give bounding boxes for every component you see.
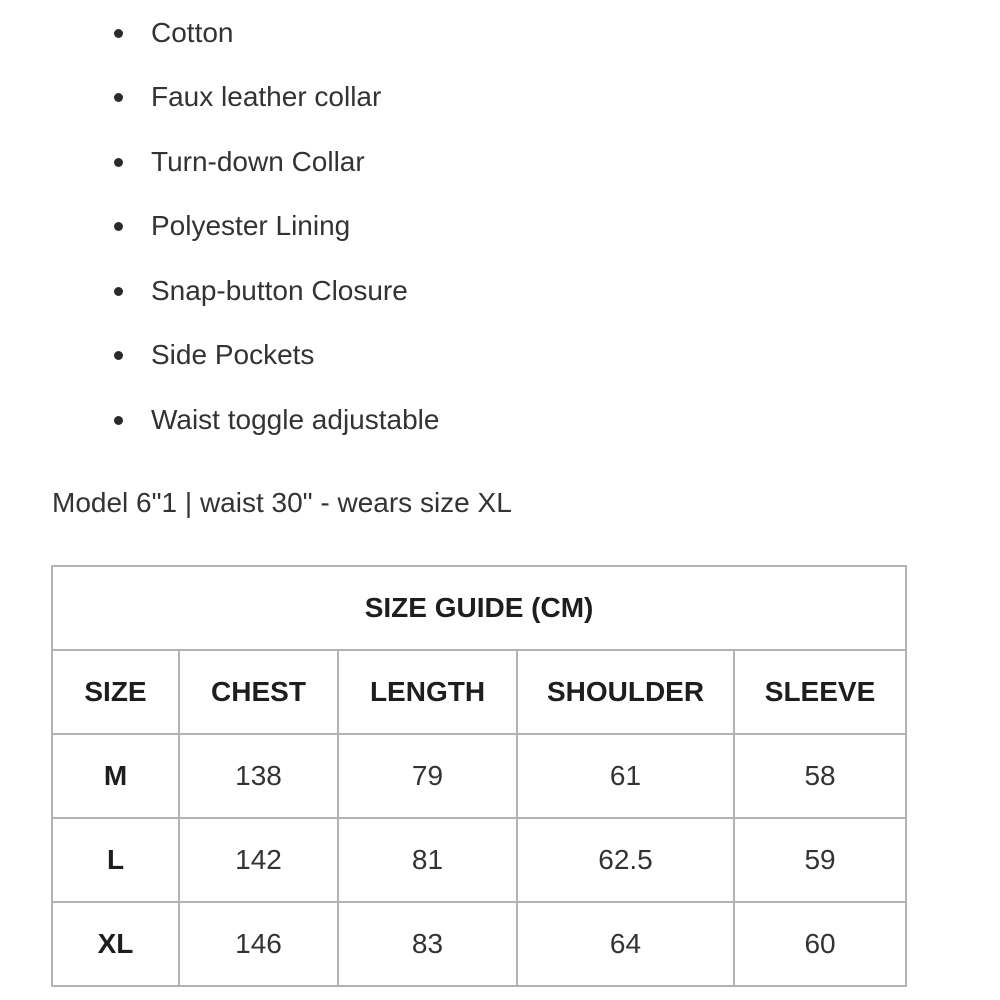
bullet-icon [114,416,123,425]
feature-item [0,76,600,116]
feature-item [0,399,600,439]
size-cell: XL [52,902,179,986]
column-header: LENGTH [338,650,517,734]
table-row [52,902,906,986]
table-header-row [52,650,906,734]
feature-label: Side Pockets [151,339,315,370]
feature-item [0,141,600,181]
table-title-row [52,566,906,650]
model-note: Model 6"1 | waist 30" - wears size XL [52,487,512,518]
table-title: SIZE GUIDE (CM) [52,566,906,650]
table-cell: 81 [338,818,517,902]
feature-label: Cotton [151,17,234,48]
table-cell: 61 [517,734,734,818]
column-header: CHEST [179,650,338,734]
table-cell: 146 [179,902,338,986]
feature-item [0,205,600,245]
column-header: SLEEVE [734,650,906,734]
bullet-icon [114,93,123,102]
feature-label: Snap-button Closure [151,275,408,306]
column-header: SHOULDER [517,650,734,734]
table-cell: 142 [179,818,338,902]
table-cell: 59 [734,818,906,902]
size-cell: M [52,734,179,818]
bullet-icon [114,287,123,296]
feature-label: Turn-down Collar [151,146,365,177]
feature-item [0,12,600,52]
table-row [52,818,906,902]
table-cell: 79 [338,734,517,818]
feature-label: Waist toggle adjustable [151,404,440,435]
table-cell: 138 [179,734,338,818]
table-cell: 83 [338,902,517,986]
feature-item [0,270,600,310]
size-cell: L [52,818,179,902]
bullet-icon [114,29,123,38]
bullet-icon [114,351,123,360]
table-cell: 58 [734,734,906,818]
table-cell: 64 [517,902,734,986]
size-guide-table [51,565,907,987]
feature-label: Polyester Lining [151,210,351,241]
column-header: SIZE [52,650,179,734]
feature-label: Faux leather collar [151,81,382,112]
bullet-icon [114,158,123,167]
table-cell: 60 [734,902,906,986]
feature-item [0,334,600,374]
bullet-icon [114,222,123,231]
table-row [52,734,906,818]
table-cell: 62.5 [517,818,734,902]
